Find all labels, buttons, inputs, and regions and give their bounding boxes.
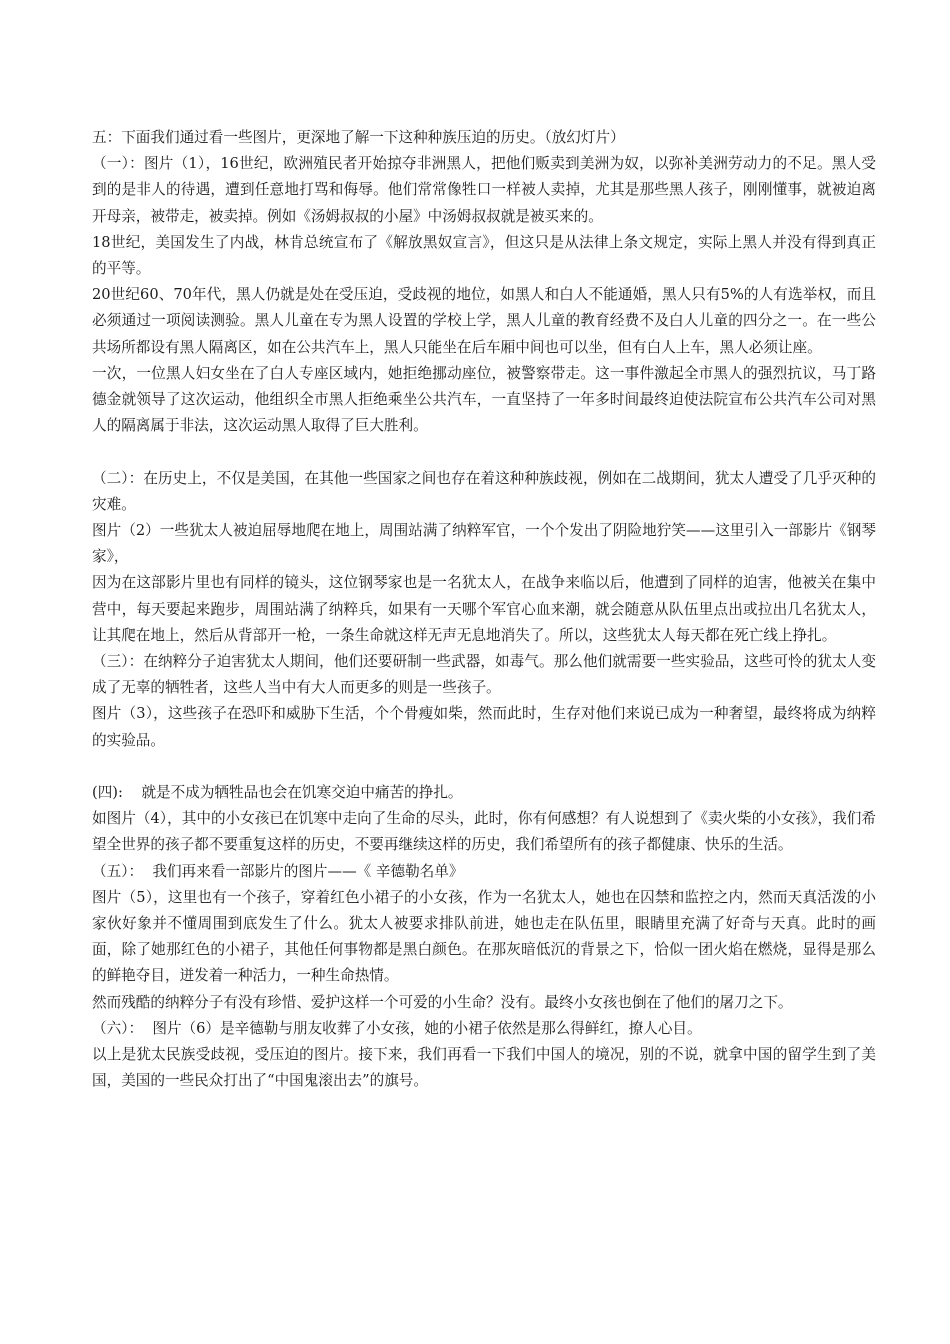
paragraph-20th-century: 20世纪60、70年代，黑人仍就是处在受压迫，受歧视的地位，如黑人和白人不能通婚，黑人只有5%的人有选举权，而且必须通过一项阅读测验。黑人儿童在专为黑人设置的学校上学，黑人儿童的教育经费不及白人儿童的四分之一。在一些公共场所都设有黑人隔离区，如在公共汽车上，黑人只能坐在后车厢中间也可以坐，但有白人上车，黑人必须让座。 [92, 286, 876, 356]
paragraph-picture-5: 图片（5），这里也有一个孩子，穿着红色小裙子的小女孩，作为一名犹太人，她也在囚禁和监控之内，然而天真活泼的小家伙好象并不懂周围到底发生了什么。犹太人被要求排队前进，她也走在队伍里，眼睛里充满了好奇与天真。此时的画面，除了她那红色的小裙子，其他任何事物都是黑白颜色。在那灰暗低沉的背景之下，恰似一团火焰在燃烧，显得是那么的鲜艳夺目，迸发着一种活力，一种生命热情。 [92, 888, 876, 985]
paragraph-bus-boycott: 一次，一位黑人妇女坐在了白人专座区域内，她拒绝挪动座位，被警察带走。这一事件激起全市黑人的强烈抗议，马丁路德金就领导了这次运动，他组织全市黑人拒绝乘坐公共汽车，一直坚持了一年多时间最终迫使法院宣布公共汽车公司对黑人的隔离属于非法，这次运动黑人取得了巨大胜利。 [92, 364, 876, 435]
document-page [92, 125, 876, 1094]
paragraph-section-2: （二）：在历史上，不仅是美国，在其他一些国家之间也存在着这种种族歧视，例如在二战期间，犹太人遭受了几乎灭种的灾难。 [92, 469, 876, 513]
paragraph-picture-4: 如图片（4），其中的小女孩已在饥寒中走向了生命的尽头，此时，你有何感想？有人说想到了《卖火柴的小女孩》，我们希望全世界的孩子都不要重复这样的历史，不要再继续这样的历史，我们希望所有的孩子都健康、快乐的生活。 [92, 810, 876, 854]
paragraph-conclusion: 以上是犹太民族受歧视，受压迫的图片。接下来，我们再看一下我们中国人的境况，别的不说，就拿中国的留学生到了美国，美国的一些民众打出了“中国鬼滚出去”的旗号。 [92, 1046, 876, 1090]
paragraph-section-1: （一）：图片（1），16世纪，欧洲殖民者开始掠夺非洲黑人，把他们贩卖到美洲为奴，以弥补美洲劳动力的不足。黑人受到的是非人的待遇，遭到任意地打骂和侮辱。他们常常像牲口一样被人卖掉，尤其是那些黑人孩子，刚刚懂事，就被迫离开母亲，被带走，被卖掉。例如《汤姆叔叔的小屋》中汤姆叔叔就是被买来的。 [92, 155, 876, 225]
paragraph-picture-2: 图片（2）一些犹太人被迫屈辱地爬在地上，周围站满了纳粹军官，一个个发出了阴险地狞笑——这里引入一部影片《钢琴家》， [92, 522, 876, 566]
paragraph-section-4: (四): 就是不成为牺牲品也会在饥寒交迫中痛苦的挣扎。 [92, 784, 463, 802]
blank-line [92, 439, 876, 465]
paragraph-section-5: （五）： 我们再来看一部影片的图片——《 辛德勒名单》 [92, 862, 464, 880]
paragraph-section-6: （六）： 图片（6）是辛德勒与朋友收葬了小女孩，她的小裙子依然是那么得鲜红，撩人心目。 [92, 1019, 702, 1037]
paragraph-section-3: （三）：在纳粹分子迫害犹太人期间，他们还要研制一些武器，如毒气。那么他们就需要一些实验品，这些可怜的犹太人变成了无辜的牺牲者，这些人当中有大人而更多的则是一些孩子。 [92, 653, 876, 697]
paragraph-pianist: 因为在这部影片里也有同样的镜头，这位钢琴家也是一名犹太人，在战争来临以后，他遭到了同样的迫害，他被关在集中营中，每天要起来跑步，周围站满了纳粹兵，如果有一天哪个军官心血来潮，就会随意从队伍里点出或拉出几名犹太人，让其爬在地上，然后从背部开一枪，一条生命就这样无声无息地消失了。所以，这些犹太人每天都在死亡线上挣扎。 [92, 574, 876, 644]
paragraph-nazi-cruelty: 然而残酷的纳粹分子有没有珍惜、爱护这样一个可爱的小生命？没有。最终小女孩也倒在了他们的屠刀之下。 [92, 993, 793, 1011]
paragraph-intro: 五：下面我们通过看一些图片，更深地了解一下这种种族压迫的历史。（放幻灯片） [92, 129, 625, 146]
paragraph-picture-3: 图片（3），这些孩子在恐吓和威胁下生活，个个骨瘦如柴，然而此时，生存对他们来说已成为一种奢望，最终将成为纳粹的实验品。 [92, 705, 876, 749]
blank-line [92, 754, 876, 780]
paragraph-18th-century: 18世纪，美国发生了内战，林肯总统宣布了《解放黑奴宣言》，但这只是从法律上条文规定，实际上黑人并没有得到真正的平等。 [92, 233, 876, 278]
